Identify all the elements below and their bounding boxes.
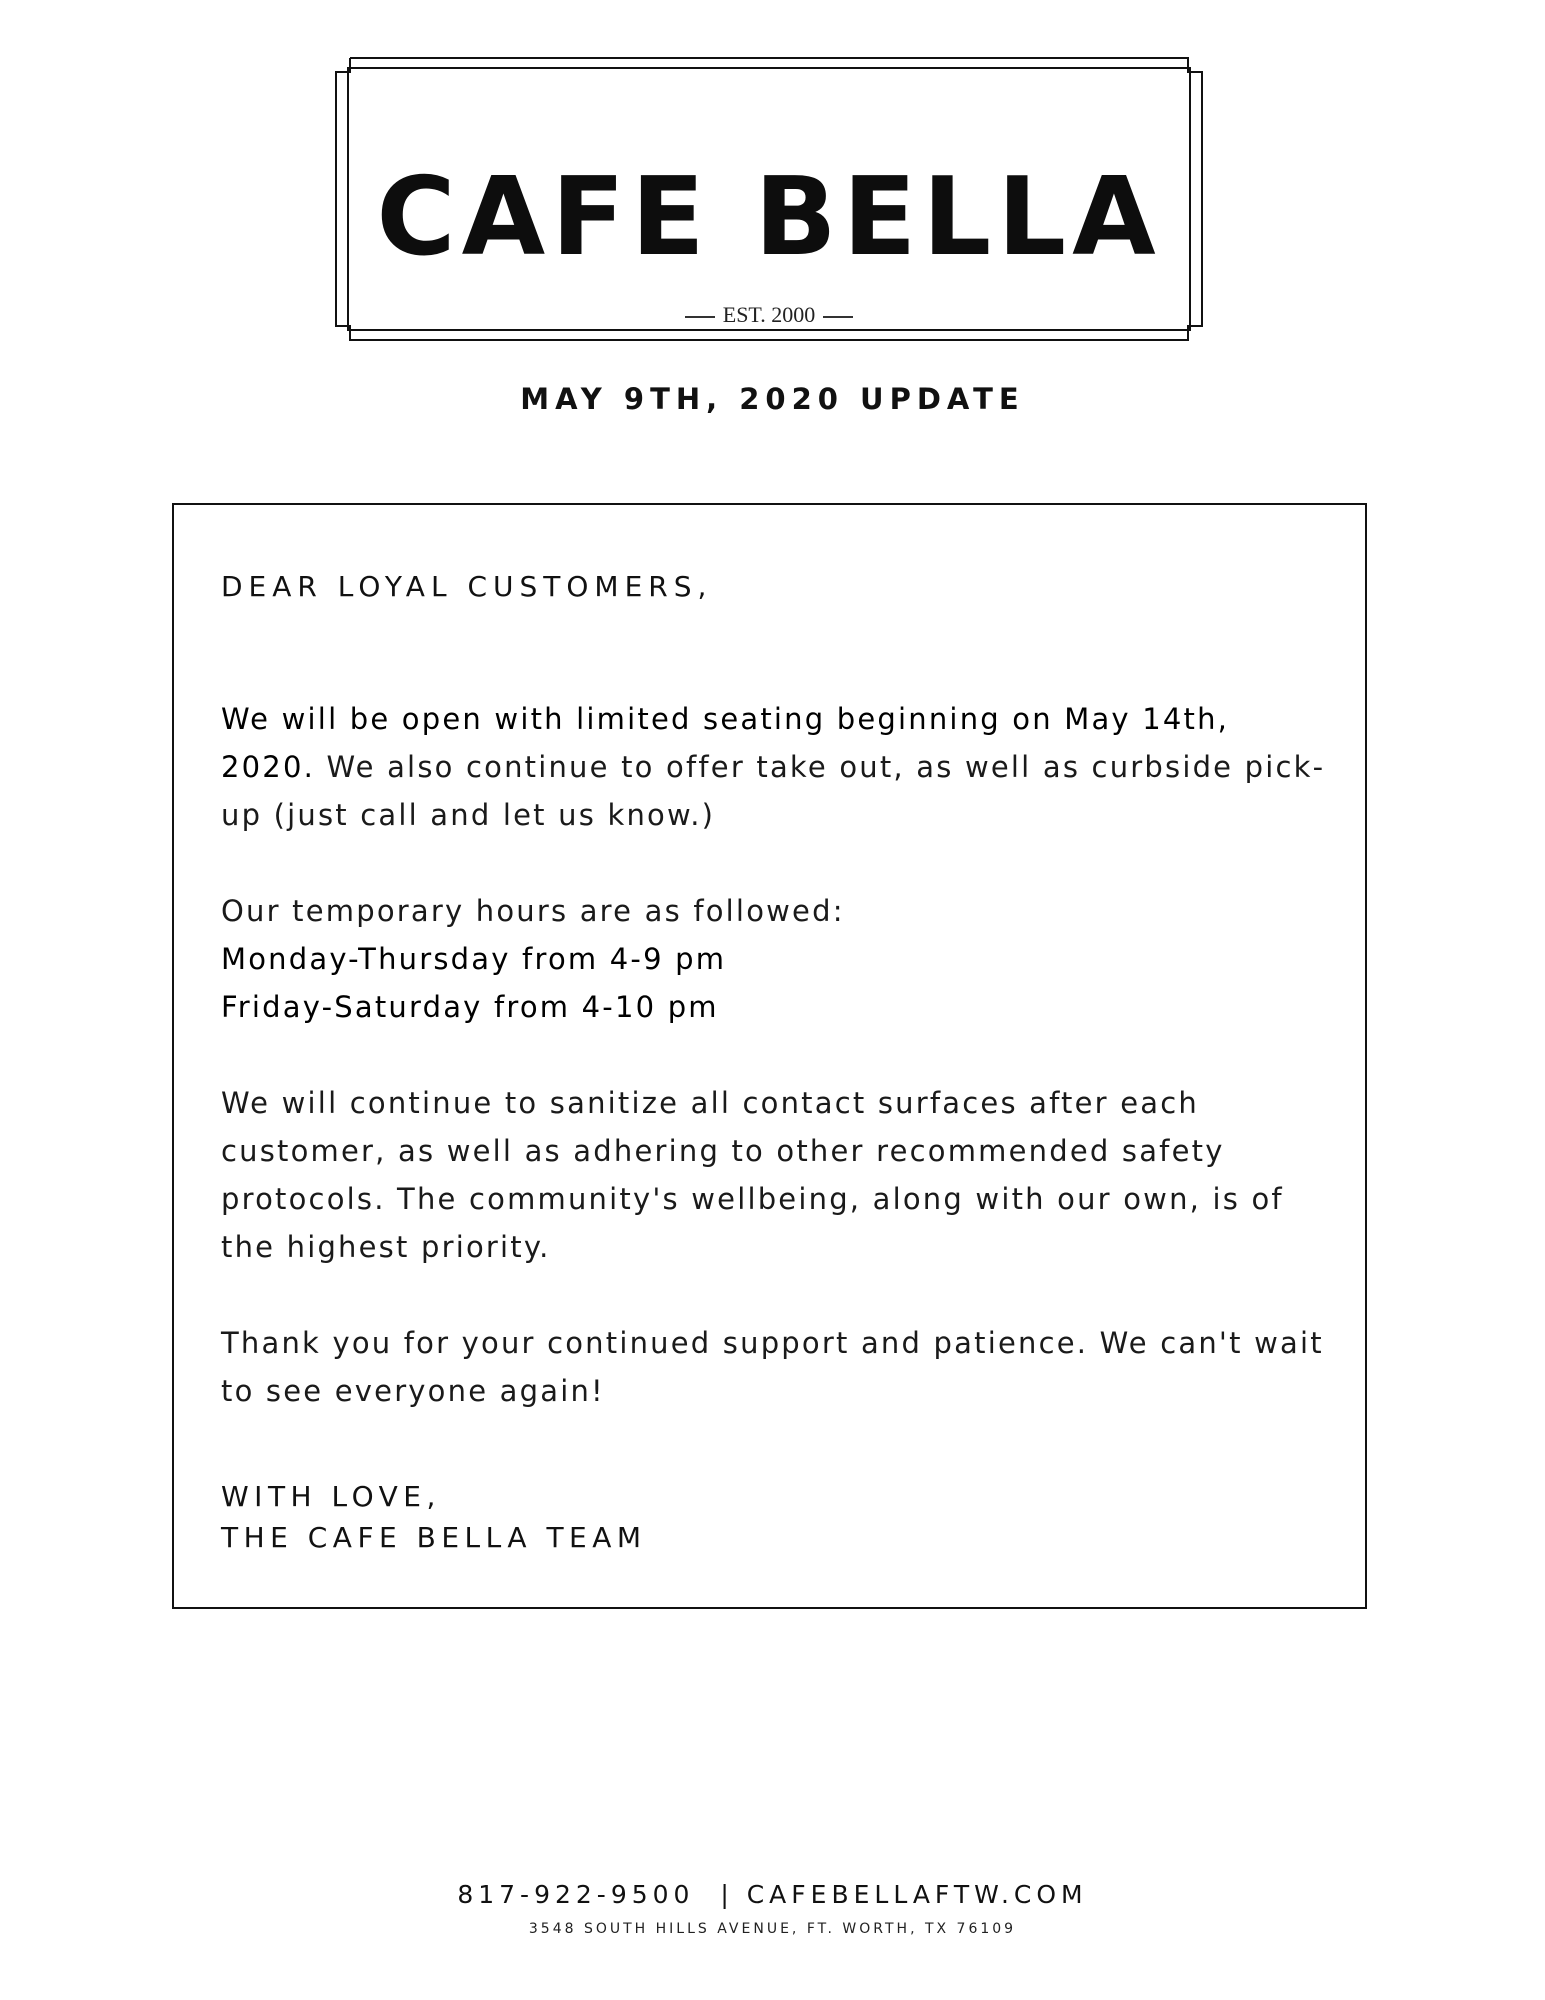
update-title: MAY 9TH, 2020 UPDATE xyxy=(520,382,1025,416)
hours-intro: Our temporary hours are as followed: xyxy=(221,894,845,928)
footer-address: 3548 SOUTH HILLS AVENUE, FT. WORTH, TX 76109 xyxy=(528,1921,1017,1937)
est-dash-right xyxy=(823,316,853,318)
greeting: DEAR LOYAL CUSTOMERS, xyxy=(221,570,713,603)
paragraph-thanks: Thank you for your continued support and patience. We can't wait to see everyone again! xyxy=(221,1326,1324,1408)
logo-est-text: EST. 2000 xyxy=(722,302,816,327)
logo xyxy=(334,56,1204,342)
footer-contact: 817-922-9500 | CAFEBELLAFTW.COM xyxy=(457,1880,1088,1909)
hours-line-1: Monday-Thursday from 4-9 pm xyxy=(221,942,727,976)
signature xyxy=(221,1476,1331,1558)
logo-name: CAFE BELLA xyxy=(376,155,1162,280)
letter-content xyxy=(221,567,1331,1558)
signature-line-2: THE CAFE BELLA TEAM xyxy=(221,1521,647,1554)
opening-rest-text: We also continue to offer take out, as well as curbside pick-up (just call and let us know.) xyxy=(221,750,1326,832)
paragraph-opening xyxy=(221,695,1331,839)
logo-est xyxy=(334,302,1204,328)
letter-box xyxy=(172,503,1367,1609)
signature-line-1: WITH LOVE, xyxy=(221,1480,441,1513)
opening-date-text: We will be open with limited seating beginning on May 14th, 2020. xyxy=(221,702,1230,784)
paragraph-safety: We will continue to sanitize all contact surfaces after each customer, as well as adhering to other recommended safety protocols. The community's wellbeing, along with our own, is of the highest priority. xyxy=(221,1086,1284,1264)
hours-line-2: Friday-Saturday from 4-10 pm xyxy=(221,990,719,1024)
est-dash-left xyxy=(685,316,715,318)
